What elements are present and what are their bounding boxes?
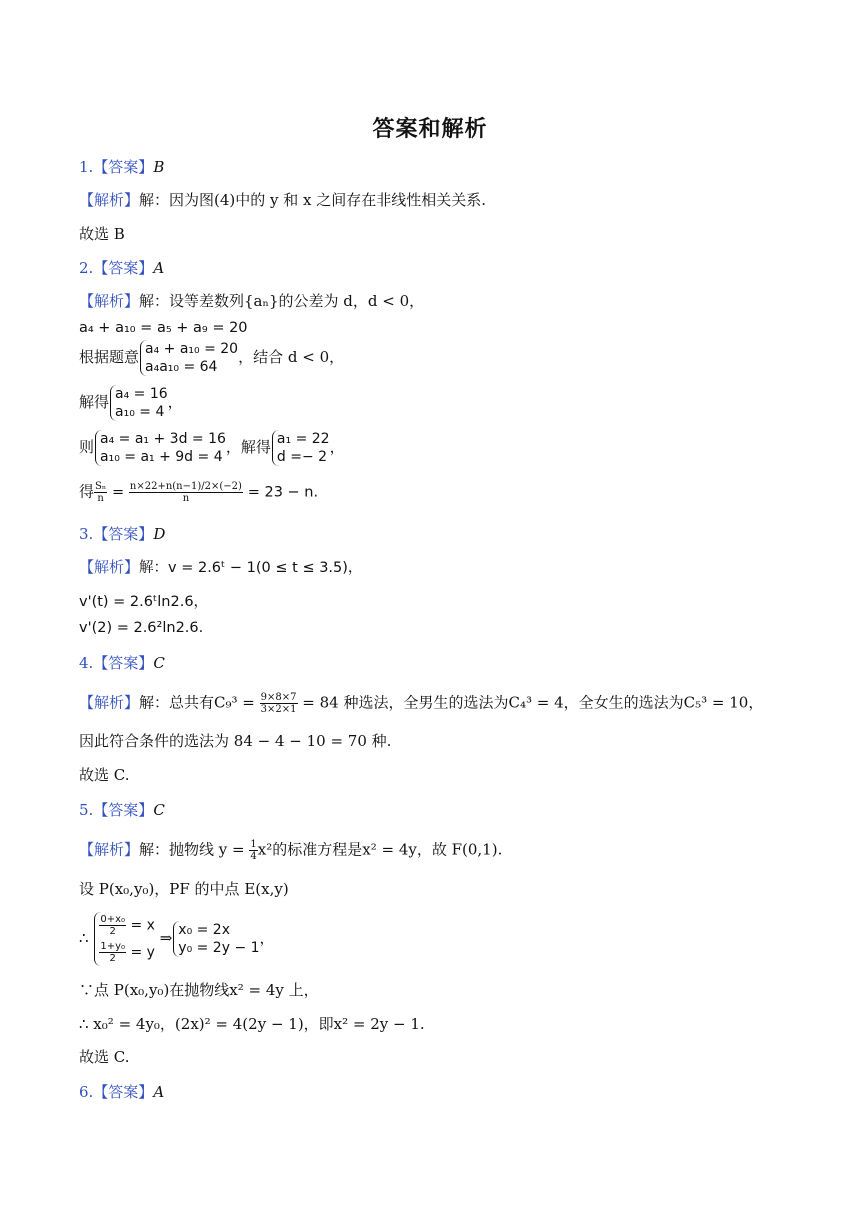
q2-step-conditions	[79, 340, 344, 376]
rhs: = y	[130, 944, 155, 961]
analysis-text: 解：因为图(4)中的 y 和 x 之间存在非线性相关关系.	[139, 191, 487, 209]
implies-symbol: ⇒	[159, 929, 173, 947]
q1-answer	[79, 157, 164, 177]
step-text: 则	[79, 438, 95, 456]
system-row: a₁₀ = 4	[115, 404, 165, 420]
q5-result: ∴ x₀² = 4y₀，(2x)² = 4(2y − 1)，即x² = 2y − 1.	[79, 1015, 425, 1033]
system-row: d =− 2	[276, 449, 328, 465]
system-row: y₀ = 2y − 1	[178, 940, 260, 956]
numerator: 0+x₀	[100, 914, 125, 925]
equation-system	[94, 912, 155, 966]
system-row: a₁₀ = a₁ + 9d = 4	[100, 449, 223, 465]
step-text: ∴	[79, 929, 89, 947]
step-text: ，	[259, 929, 275, 947]
answer-value: C	[153, 801, 165, 819]
system-row: a₄ = 16	[115, 386, 168, 402]
analysis-label: 【解析】	[79, 840, 140, 859]
step-text: ，结合 d < 0，	[238, 348, 345, 366]
answer-label: 4.【答案】	[79, 654, 154, 672]
system-row: a₁ = 22	[276, 431, 330, 447]
analysis-text: 解：抛物线 y =	[139, 840, 245, 859]
denominator: n	[182, 493, 190, 504]
answer-label: 2.【答案】	[79, 259, 154, 277]
answer-label: 1.【答案】	[79, 158, 154, 176]
answer-value: A	[153, 259, 165, 277]
numerator: 1	[250, 839, 257, 850]
step-text: ，解得	[225, 438, 271, 456]
analysis-text: x²的标准方程是x² = 4y，故 F(0,1).	[257, 840, 503, 859]
analysis-text: 解：总共有C₉³ =	[139, 693, 255, 712]
system-row	[99, 941, 155, 964]
q3-answer	[79, 524, 165, 544]
equation-system	[140, 340, 238, 376]
fraction	[129, 481, 243, 504]
q1-conclusion: 故选 B	[79, 225, 125, 243]
denominator: 3×2×1	[260, 704, 297, 715]
system-row: a₄a₁₀ = 64	[145, 359, 218, 375]
q4-conclusion: 故选 C.	[79, 766, 130, 784]
answer-value: A	[153, 1083, 165, 1101]
q5-setup: 设 P(x₀,y₀)，PF 的中点 E(x,y)	[79, 880, 289, 898]
step-text: 得	[79, 482, 95, 501]
system-row: a₄ = a₁ + 3d = 16	[100, 431, 226, 447]
numerator: n×22+n(n−1)/2×(−2)	[129, 481, 242, 492]
q2-equation-1: a₄ + a₁₀ = a₅ + a₉ = 20	[79, 320, 248, 336]
step-text: 根据题意	[79, 348, 140, 366]
numerator: 1+y₀	[100, 941, 125, 952]
step-text: 解得	[79, 393, 110, 411]
fraction	[249, 839, 257, 862]
step-text: = 23 − n.	[247, 484, 319, 501]
denominator: 2	[109, 926, 116, 937]
q5-midpoint-system	[79, 912, 275, 966]
equation-system	[95, 430, 226, 466]
q2-analysis	[79, 291, 424, 311]
q4-result: 因此符合条件的选法为 84 − 4 − 10 = 70 种.	[79, 732, 392, 750]
q4-answer	[79, 653, 165, 673]
denominator: 2	[109, 953, 116, 964]
q6-answer	[79, 1082, 164, 1102]
equation-system	[272, 430, 330, 466]
analysis-label: 【解析】	[79, 693, 140, 712]
q5-analysis	[79, 839, 502, 862]
answer-label: 6.【答案】	[79, 1083, 154, 1101]
analysis-text: = 84 种选法，全男生的选法为C₄³ = 4，全女生的选法为C₅³ = 10，	[302, 693, 764, 712]
answer-value: C	[153, 654, 165, 672]
denominator: 4	[250, 851, 257, 862]
q1-analysis	[79, 190, 486, 210]
analysis-label: 【解析】	[79, 292, 140, 310]
equation-system	[110, 385, 168, 421]
q4-analysis	[79, 692, 763, 715]
system-row: x₀ = 2x	[178, 922, 231, 938]
fraction	[260, 692, 298, 715]
answer-value: D	[153, 525, 166, 543]
denominator: n	[97, 493, 104, 504]
analysis-text: 解：设等差数列{aₙ}的公差为 d，d < 0，	[139, 292, 425, 310]
answer-value: B	[153, 158, 165, 176]
page-title: 答案和解析	[372, 117, 488, 142]
answer-label: 3.【答案】	[79, 525, 154, 543]
q2-answer	[79, 258, 164, 278]
q2-step-solve	[79, 385, 183, 421]
numerator: 9×8×7	[260, 692, 297, 703]
step-text: ，	[167, 393, 183, 411]
equation-system	[173, 921, 259, 957]
system-row	[99, 914, 155, 937]
rhs: = x	[130, 917, 155, 934]
q2-step-then	[79, 430, 345, 466]
q3-derivative: v'(t) = 2.6ᵗln2.6，	[79, 594, 209, 610]
q2-step-result: 得 $\frac{\text{Sₙ}}{n}$ = $\frac{n\times 22+n(n-1)/2\times(-2)}{n}$ = 23 − n.	[79, 481, 319, 504]
analysis-label: 【解析】	[79, 558, 140, 576]
q3-analysis	[79, 557, 362, 578]
system-row: a₄ + a₁₀ = 20	[145, 341, 239, 357]
q5-conclusion: 故选 C.	[79, 1048, 130, 1066]
analysis-text: 解：v = 2.6ᵗ − 1(0 ≤ t ≤ 3.5)，	[139, 560, 363, 576]
answer-label: 5.【答案】	[79, 801, 154, 819]
numerator: Sₙ	[95, 481, 107, 492]
analysis-label: 【解析】	[79, 191, 140, 209]
q3-derivative-value: v'(2) = 2.6²ln2.6.	[79, 620, 204, 636]
q5-answer	[79, 800, 165, 820]
fraction	[94, 481, 107, 504]
q5-on-parabola: ∵点 P(x₀,y₀)在抛物线x² = 4y 上，	[79, 981, 319, 999]
step-text: ，	[329, 438, 345, 456]
